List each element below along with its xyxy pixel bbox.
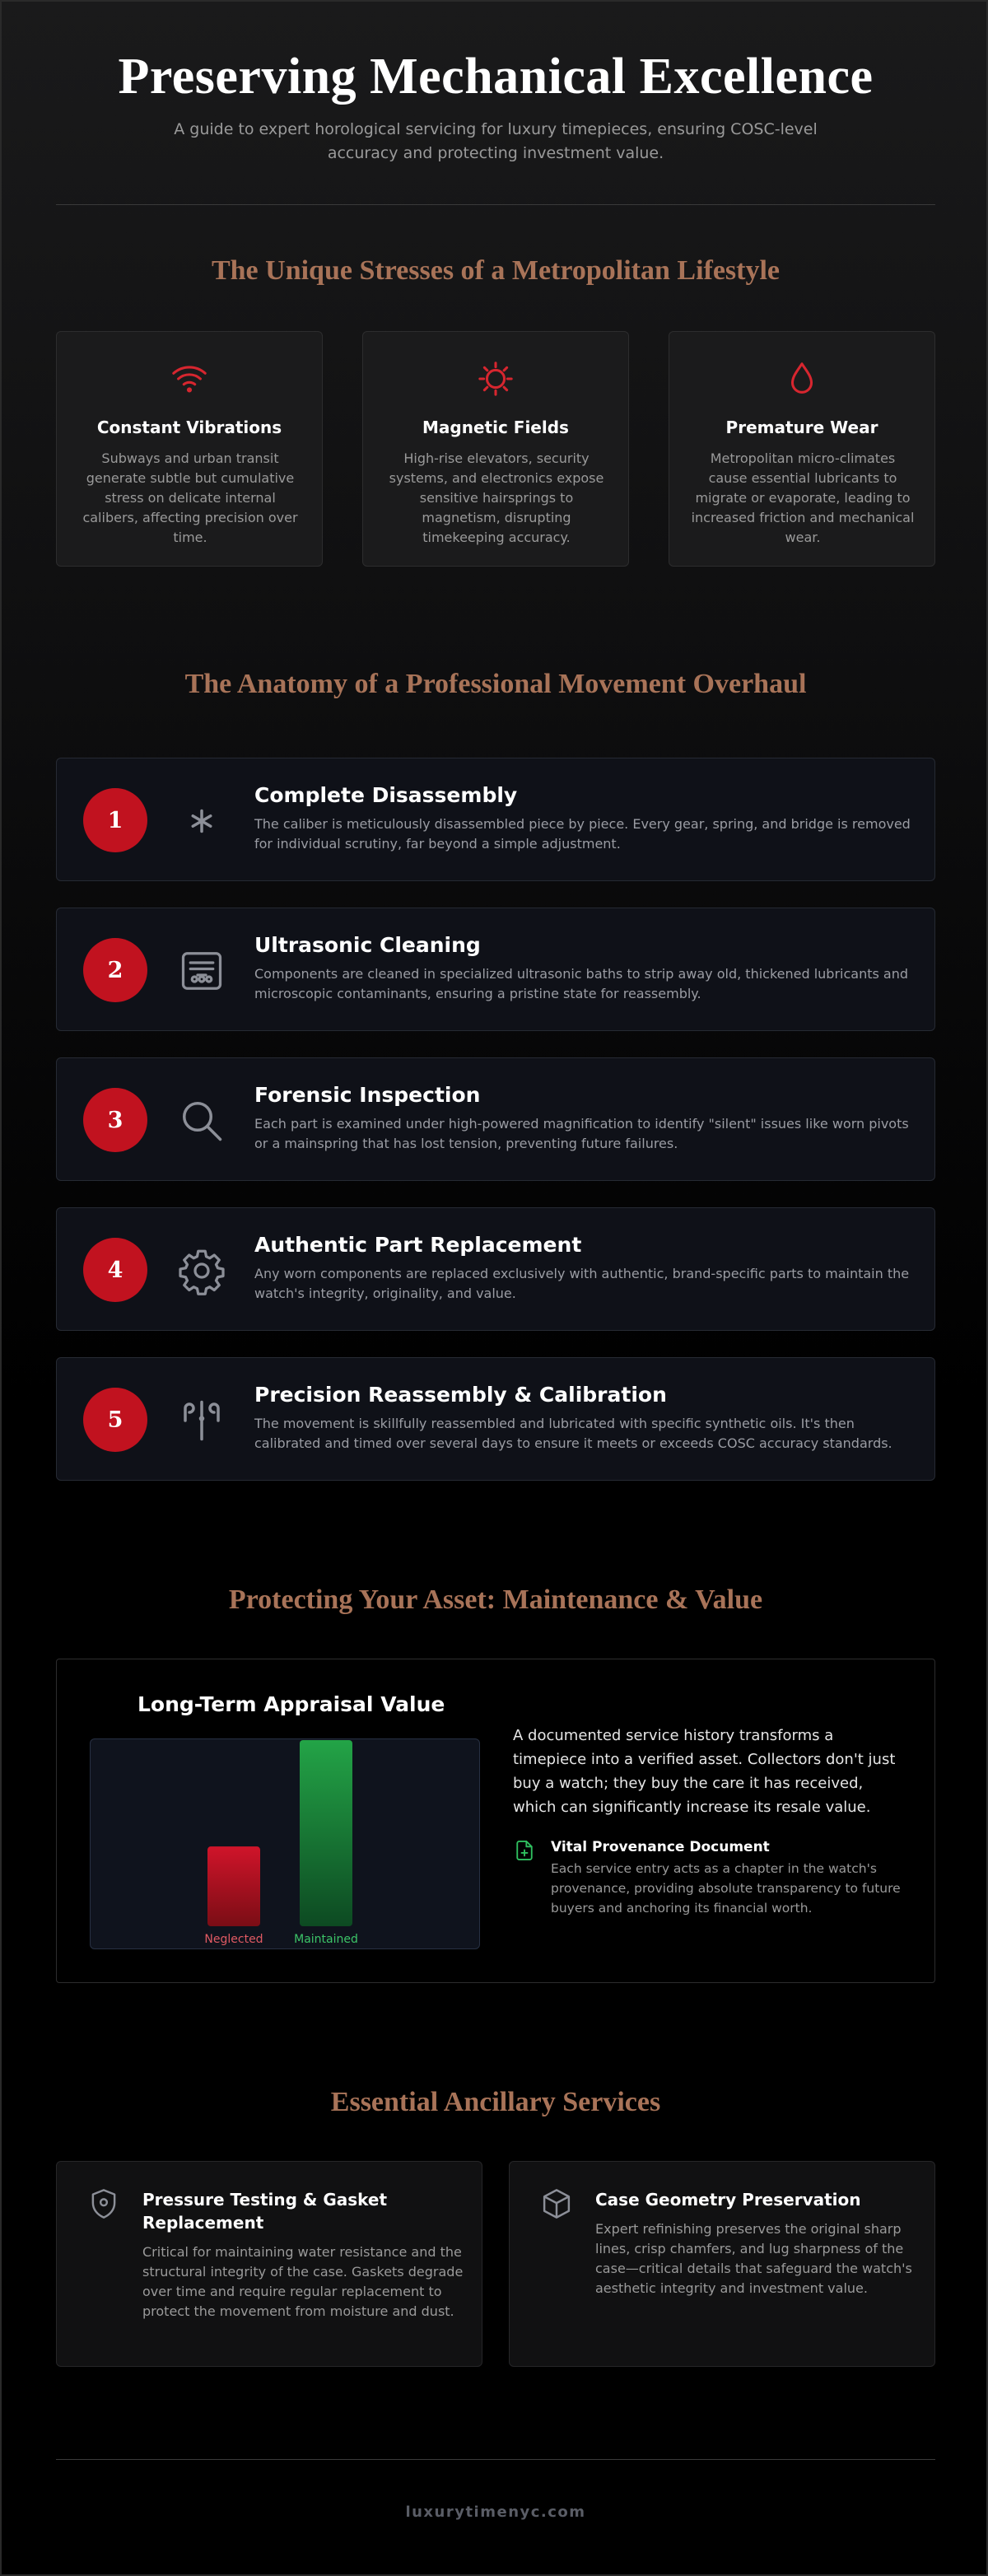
ancillary-heading: Essential Ancillary Services [330, 2087, 661, 2117]
step-number: 4 [83, 1238, 147, 1302]
stress-text: Metropolitan micro-climates cause essential lubricants to migrate or evaporate, leading to increased friction and mechanical wear. [691, 450, 915, 545]
chart-bar-maintained [300, 1740, 352, 1926]
step-text: The caliber is meticulously disassembled piece by piece. Every gear, spring, and bridge is removed for individual scrutiny, far beyond a simple adjustment. [254, 816, 911, 852]
step-number: 3 [83, 1088, 147, 1152]
ultrasonic-bath-icon [177, 946, 226, 996]
shield-icon [86, 2186, 121, 2224]
stresses-heading: The Unique Stresses of a Metropolitan Lifestyle [211, 255, 781, 286]
ancillary-title: Case Geometry Preservation [595, 2190, 861, 2210]
step-text: The movement is skillfully reassembled and lubricated with specific synthetic oils. It's then calibrated and timed over several days to ensure it meets or exceeds COSC accuracy standards. [254, 1416, 892, 1451]
step-number: 1 [83, 788, 147, 852]
step-number: 5 [83, 1388, 147, 1452]
doc-title: Vital Provenance Document [551, 1839, 770, 1855]
appraisal-chart [90, 1719, 480, 1949]
gear-icon [177, 1246, 226, 1295]
step-text: Any worn components are replaced exclusively with authentic, brand-specific parts to maintain the watch's integrity, originality, and value. [254, 1266, 910, 1301]
stress-card-wear [669, 331, 935, 567]
asterisk-icon [177, 796, 226, 846]
chart-bar-neglected [207, 1846, 260, 1926]
magnet-icon [363, 360, 628, 398]
value-panel [56, 1659, 935, 1983]
doc-text: Each service entry acts as a chapter in the watch's provenance, providing absolute transparency to future buyers and anchoring its financial worth. [551, 1861, 901, 1916]
ancillary-title: Pressure Testing & Gasket Replacement [142, 2190, 388, 2233]
magnifier-icon [177, 1096, 226, 1146]
calibration-icon [177, 1396, 226, 1445]
ancillary-text: Critical for maintaining water resistance and the structural integrity of the case. Gaskets degrade over time and require regular replacement to protect the movement from moisture and dust. [142, 2244, 464, 2319]
chart-title: Long-Term Appraisal Value [137, 1692, 445, 1716]
footer-site-link[interactable]: luxurytimenyc.com [405, 2504, 586, 2521]
overhaul-step-2 [56, 908, 935, 1031]
droplet-icon [669, 360, 934, 398]
stress-text: High-rise elevators, security systems, and electronics expose sensitive hairsprings to magnetism, disrupting timekeeping accuracy. [389, 450, 604, 545]
stress-card-magnetic [362, 331, 629, 567]
stress-card-vibrations [56, 331, 323, 567]
overhaul-heading: The Anatomy of a Professional Movement Overhaul [184, 669, 807, 699]
step-number: 2 [83, 938, 147, 1002]
page-title: Preserving Mechanical Excellence [118, 49, 874, 105]
overhaul-step-1 [56, 758, 935, 881]
document-icon [513, 1837, 536, 1867]
ancillary-text: Expert refinishing preserves the original sharp lines, crisp chamfers, and lug sharpness of the case—critical details that safeguard the watch's aesthetic integrity and investment value. [595, 2221, 912, 2296]
step-text: Each part is examined under high-powered magnification to identify "silent" issues like worn pivots or a mainspring that has lost tension, preventing future failures. [254, 1116, 909, 1151]
stress-title: Constant Vibrations [96, 418, 282, 437]
step-title: Forensic Inspection [254, 1083, 481, 1107]
overhaul-step-4 [56, 1207, 935, 1331]
chart-category-label: Neglected [204, 1933, 263, 1946]
wifi-icon [57, 360, 322, 398]
stress-title: Premature Wear [725, 418, 878, 437]
footer-divider [56, 2459, 935, 2460]
step-title: Ultrasonic Cleaning [254, 933, 481, 957]
step-title: Precision Reassembly & Calibration [254, 1383, 667, 1407]
cube-icon [539, 2186, 574, 2224]
step-text: Components are cleaned in specialized ultrasonic baths to strip away old, thickened lubricants and microscopic contaminants, ensuring a pristine state for reassembly. [254, 966, 909, 1001]
stress-text: Subways and urban transit generate subtle but cumulative stress on delicate internal calibers, affecting precision over time. [82, 450, 298, 545]
step-title: Complete Disassembly [254, 783, 518, 807]
chart-category-label: Maintained [294, 1933, 358, 1946]
page-subtitle: A guide to expert horological servicing for luxury timepieces, ensuring COSC-level accuracy and protecting investment value. [174, 120, 818, 162]
overhaul-step-5 [56, 1357, 935, 1481]
ancillary-card-case [509, 2161, 935, 2367]
value-paragraph: A documented service history transforms a timepiece into a verified asset. Collectors don't just buy a watch; they buy the care it has received, which can significantly increase its resale value. [513, 1727, 896, 1816]
stress-title: Magnetic Fields [422, 418, 569, 437]
step-title: Authentic Part Replacement [254, 1233, 582, 1257]
ancillary-card-pressure [56, 2161, 482, 2367]
header-divider [56, 204, 935, 205]
overhaul-step-3 [56, 1057, 935, 1181]
value-heading: Protecting Your Asset: Maintenance & Value [228, 1584, 763, 1615]
